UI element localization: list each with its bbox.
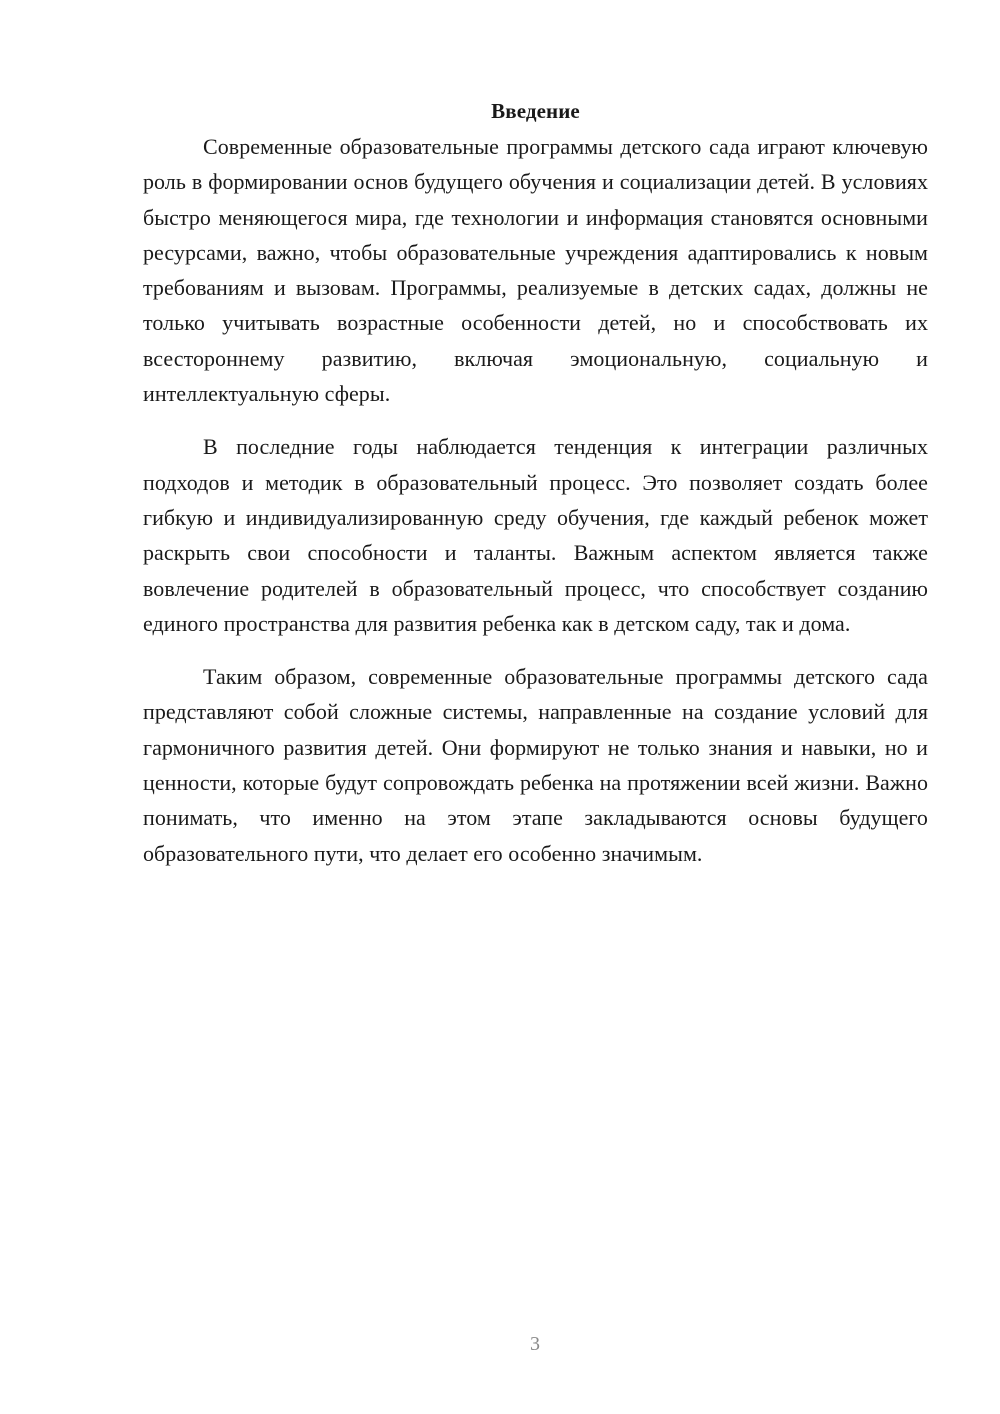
paragraph-3: Таким образом, современные образовательные программы детского сада представляют собой сложные системы, направленные на создание условий для гармоничного развития детей. Они формируют не только знания и навыки, но и ценности, которые будут сопровождать ребенка на протяжении всей жизни. Важно понимать, что именно на этом этапе закладываются основы будущего образовательного пути, что делает его особенно значимым. bbox=[143, 664, 928, 866]
paragraph-2: В последние годы наблюдается тенденция к интеграции различных подходов и методик в образовательный процесс. Это позволяет создать более гибкую и индивидуализированную среду обучения, где каждый ребенок может раскрыть свои способности и таланты. Важным аспектом является также вовлечение родителей в образовательный процесс, что способствует созданию единого пространства для развития ребенка как в детском саду, так и дома. bbox=[143, 434, 928, 636]
section-title: Введение bbox=[491, 99, 580, 123]
paragraph-1: Современные образовательные программы детского сада играют ключевую роль в формировании основ будущего обучения и социализации детей. В условиях быстро меняющегося мира, где технологии и информация становятся основными ресурсами, важно, чтобы образовательные учреждения адаптировались к новым требованиям и вызовам. Программы, реализуемые в детских садах, должны не только учитывать возрастные особенности детей, но и способствовать их всестороннему развитию, включая эмоциональную, социальную и интеллектуальную сферы. bbox=[143, 134, 928, 407]
page-number: 3 bbox=[530, 1333, 540, 1355]
page-content bbox=[143, 94, 928, 871]
